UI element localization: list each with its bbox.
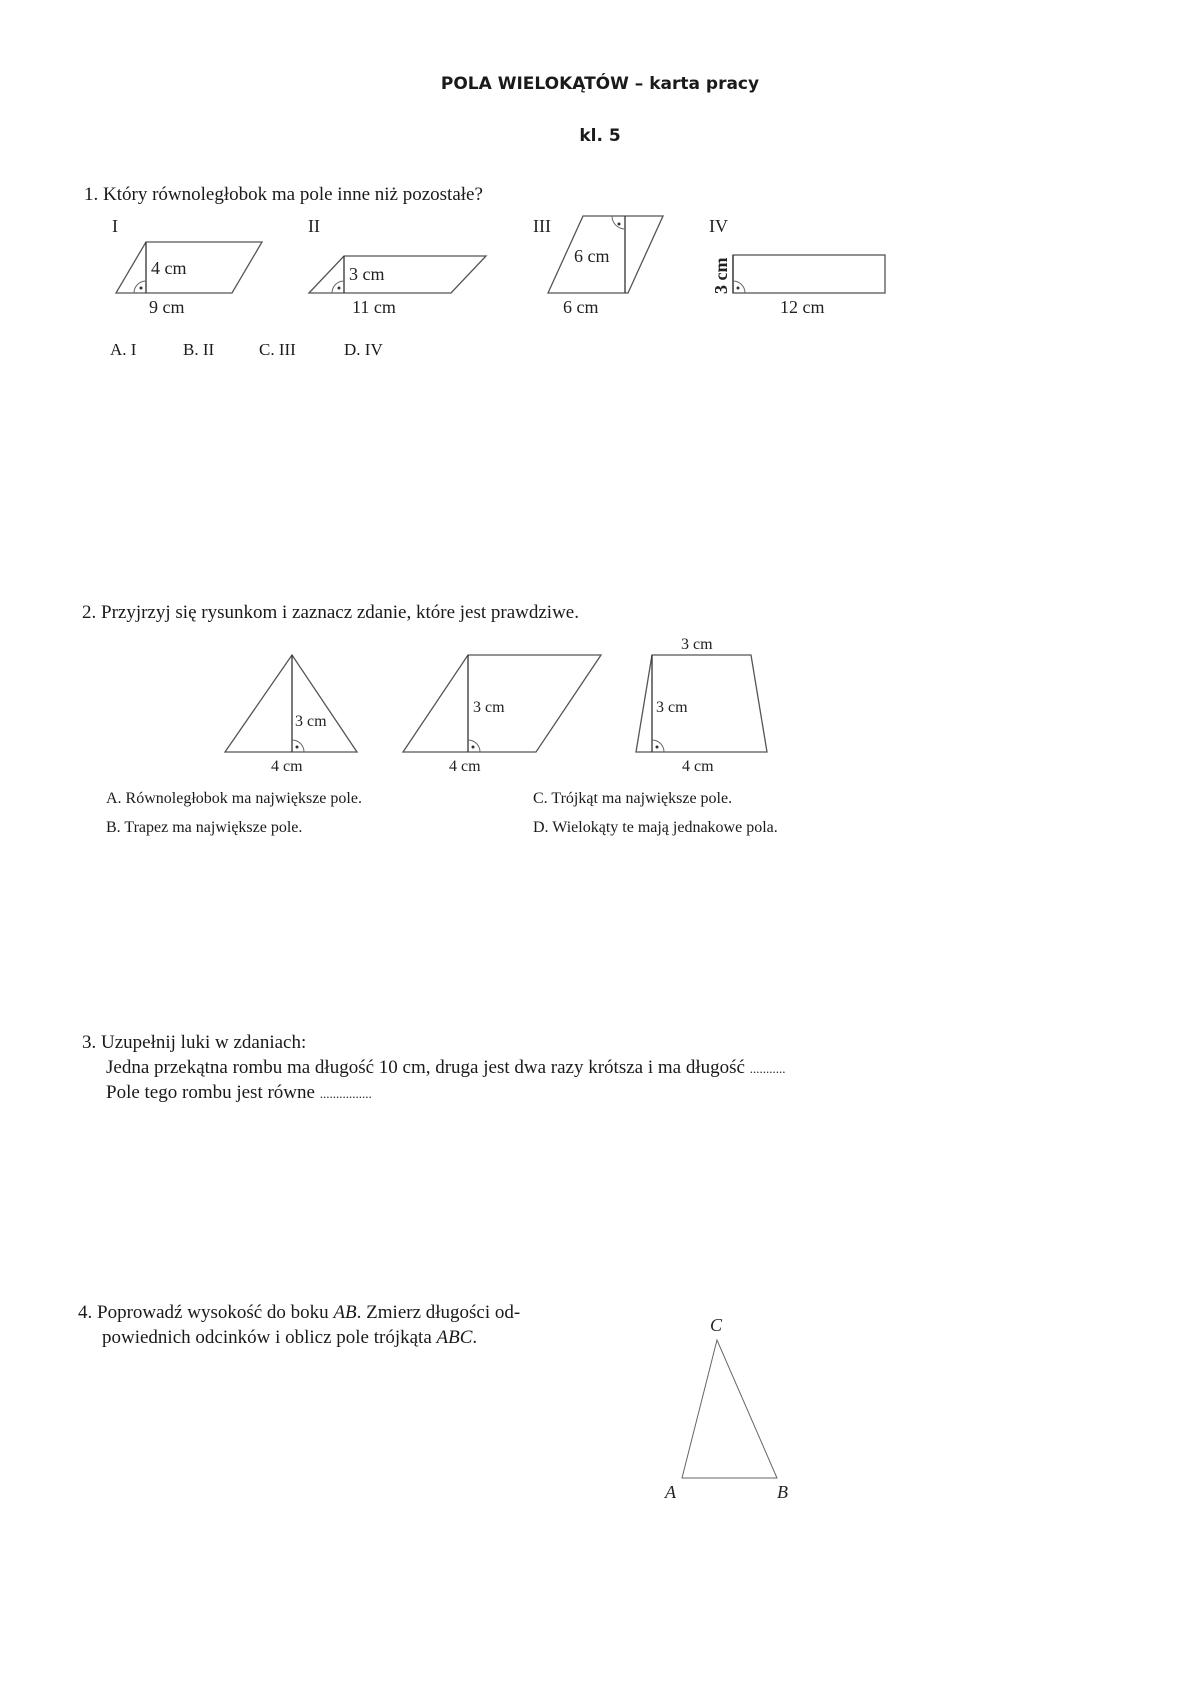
right-angle-dot (338, 287, 341, 290)
q3-sentence-1: Jedna przekątna rombu ma długość 10 cm, druga jest dwa razy krótsza i ma długość (106, 1057, 745, 1078)
page-subtitle: kl. 5 (579, 126, 621, 146)
rectangle-shape (733, 255, 885, 293)
question-2-text: Przyjrzyj się rysunkom i zaznacz zdanie, które jest prawdziwe. (101, 602, 579, 623)
figure-1-base: 9 cm (149, 297, 185, 317)
question-4-number: 4. (78, 1302, 93, 1323)
q1-option-d[interactable]: D. IV (344, 340, 383, 359)
q2-option-b[interactable]: B. Trapez ma największe pole. (106, 819, 303, 836)
figure-3-base: 6 cm (563, 297, 599, 317)
trapezoid-top: 3 cm (681, 636, 713, 653)
right-angle-dot (296, 746, 299, 749)
right-angle-dot (472, 746, 475, 749)
right-angle-dot (618, 223, 621, 226)
vertex-b-label: B (777, 1482, 788, 1502)
right-angle-dot (737, 287, 740, 290)
q1-option-c[interactable]: C. III (259, 340, 296, 359)
q4-triangle-abc: ABC (436, 1327, 473, 1348)
parallelogram-shape (116, 242, 262, 293)
question-3-title: Uzupełnij luki w zdaniach: (101, 1032, 307, 1053)
q1-option-b[interactable]: B. II (183, 340, 215, 359)
right-angle-mark (612, 216, 625, 229)
question-2-number: 2. (82, 602, 97, 623)
q2-figure-triangle (225, 655, 357, 775)
q2-option-c[interactable]: C. Trójkąt ma największe pole. (533, 790, 733, 807)
figure-4-label: IV (709, 216, 728, 236)
q1-figure-1-parallelogram (112, 216, 262, 317)
figure-4-base: 12 cm (780, 297, 825, 317)
q2-figure-trapezoid (636, 636, 767, 775)
figure-2-base: 11 cm (352, 297, 396, 317)
figure-2-height: 3 cm (349, 264, 385, 284)
triangle-abc-shape (682, 1340, 777, 1478)
figure-2-label: II (308, 216, 320, 236)
q1-figure-2-parallelogram (308, 216, 486, 317)
figure-4-height: 3 cm (711, 257, 731, 294)
question-1-number: 1. (84, 184, 99, 205)
q1-figure-3-parallelogram (533, 216, 663, 317)
q1-option-a[interactable]: A. I (110, 340, 137, 359)
parallelogram-shape (309, 256, 486, 293)
right-angle-dot (140, 287, 143, 290)
q3-sentence-2: Pole tego rombu jest równe (106, 1082, 315, 1103)
trapezoid-height: 3 cm (656, 699, 688, 716)
figure-3-height: 6 cm (574, 246, 610, 266)
q3-blank-2[interactable]: ................ (319, 1086, 372, 1101)
parallelogram-base: 4 cm (449, 758, 481, 775)
triangle-base: 4 cm (271, 758, 303, 775)
right-angle-dot (656, 746, 659, 749)
figure-1-label: I (112, 216, 118, 236)
q1-figure-4-rectangle (709, 216, 885, 317)
page-title: POLA WIELOKĄTÓW – karta pracy (440, 74, 760, 94)
figure-1-height: 4 cm (151, 258, 187, 278)
parallelogram-height: 3 cm (473, 699, 505, 716)
q2-figure-parallelogram (403, 655, 601, 775)
q2-option-d[interactable]: D. Wielokąty te mają jednakowe pola. (533, 819, 778, 836)
vertex-c-label: C (710, 1315, 723, 1335)
triangle-height: 3 cm (295, 713, 327, 730)
q2-option-a[interactable]: A. Równoległobok ma największe pole. (106, 790, 362, 807)
question-1-text: Który równoległobok ma pole inne niż pozostałe? (103, 184, 483, 205)
vertex-a-label: A (665, 1482, 676, 1502)
q4-triangle-abc-figure (664, 1315, 788, 1502)
figure-3-label: III (533, 216, 551, 236)
q3-blank-1[interactable]: ........... (749, 1061, 786, 1076)
question-3-number: 3. (82, 1032, 97, 1053)
q4-text-part: Poprowadź wysokość do boku (97, 1302, 334, 1323)
q4-text-part: powiednich odcinków i oblicz pole trójkąta (102, 1327, 437, 1348)
q4-segment-ab: AB (333, 1302, 357, 1323)
trapezoid-base: 4 cm (682, 758, 714, 775)
q4-text-part: . Zmierz długości od- (356, 1302, 521, 1323)
q4-text-part: . (472, 1327, 478, 1348)
triangle-shape (225, 655, 357, 752)
